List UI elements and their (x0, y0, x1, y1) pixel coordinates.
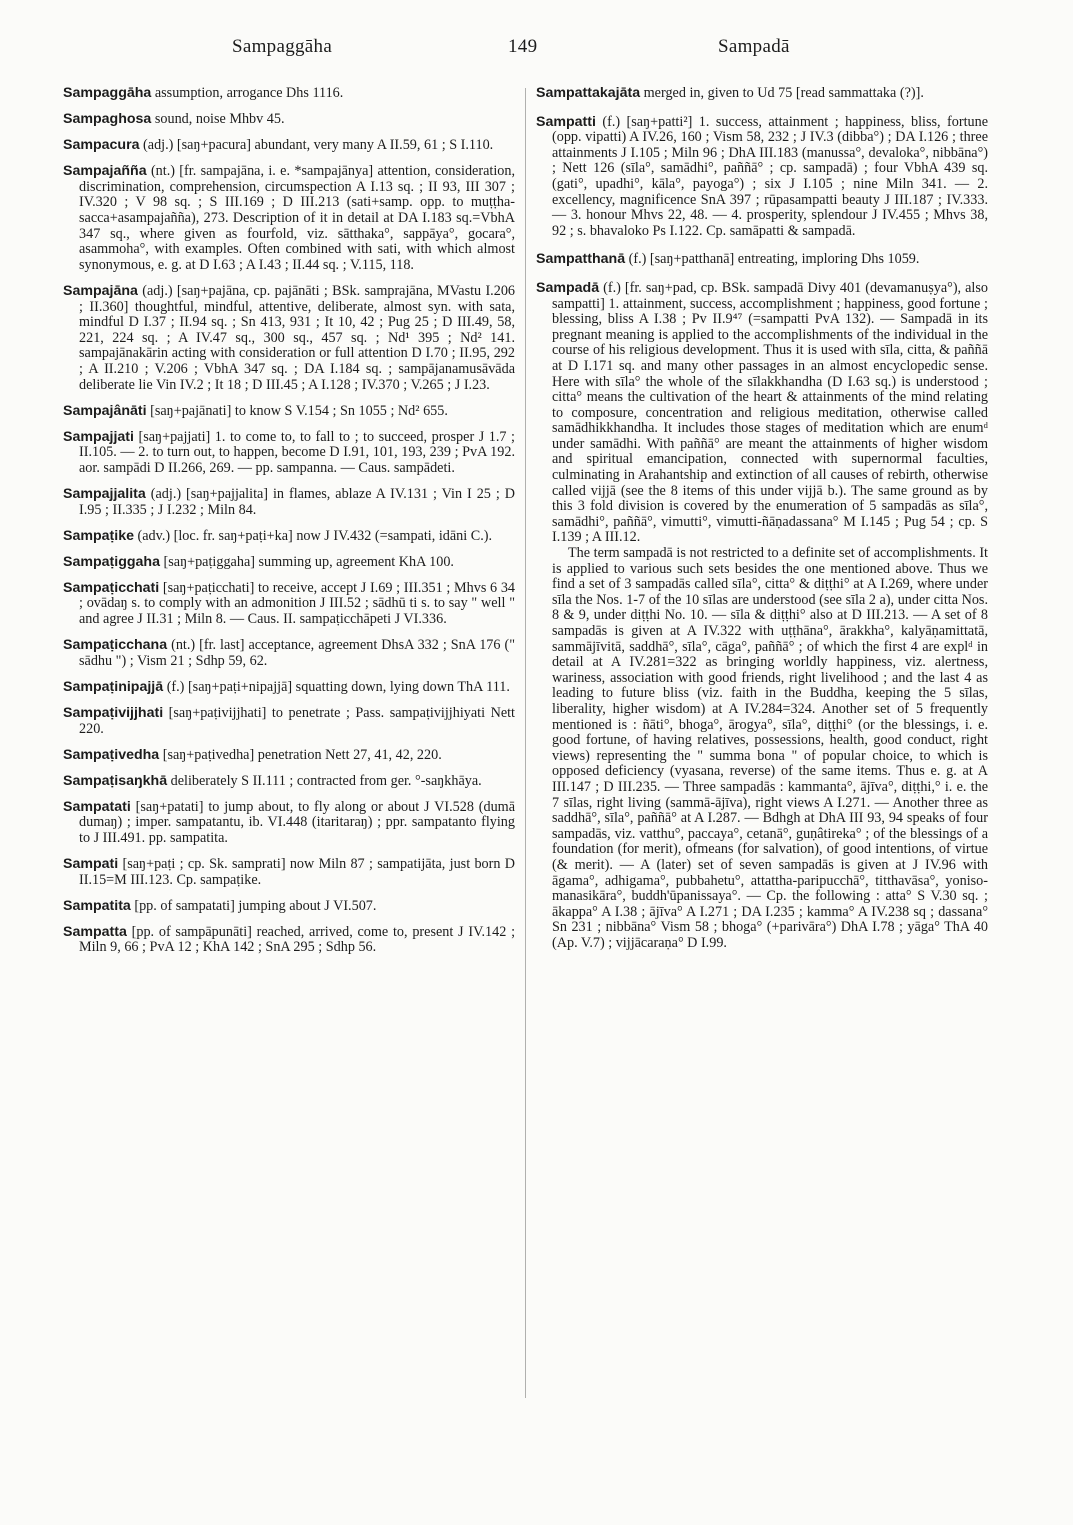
dictionary-entry (63, 748, 515, 764)
entry-definition: sound, noise Mhbv 45. (154, 111, 285, 128)
entry-definition: (adj.) [saŋ+pacura] abundant, very many A II.59, 61 ; S I.110. (143, 137, 494, 154)
entry-definition: (f.) [saŋ+patthanā] entreating, imploring Dhs 1059. (628, 251, 920, 268)
dictionary-entry (63, 899, 515, 915)
dictionary-entry (63, 555, 515, 571)
entry-definition: (nt.) [fr. last] acceptance, agreement DhsA 332 ; SnA 176 (" sādhu ") ; Vism 21 ; Sdhp 59, 62. (79, 637, 515, 669)
entry-definition: [saŋ+paṭicchati] to receive, accept J I.69 ; III.351 ; Mhvs 6 34 ; ovādaŋ s. to comply with an admonition J III.52 ; sādhū ti s. to say " well " and agree J II.31 ; Miln 8. — Caus. II. sampaṭicchāpeti J VI.336. (79, 579, 516, 628)
entry-headword: Sampajjalita (63, 485, 146, 502)
entry-definition: (nt.) [fr. sampajāna, i. e. *sampajānya] attention, consideration, discrimination, comprehension, circumspection A I.13 sq. ; II 93, III 307 ; IV.320 ; V 98 sq. ; S III.169 ; D III.213 (sati+samp. opp. to muṭṭha-sacca+asampajañña), 273. Description of it in detail at DA I.183 sq.=VbhA 347 sq., where given as fourfold, viz. sātthaka°, sappāya°, gocara°, asammoha°, with examples. Often combined with sati, with which almost synonymous, e. g. at D I.63 ; A I.43 ; II.44 sq. ; V.115, 118. (79, 163, 515, 273)
entry-definition: (adj.) [saŋ+pajjalita] in flames, ablaze A IV.131 ; Vin I 25 ; D I.95 ; II.335 ; J I.232 ; Miln 84. (79, 485, 515, 518)
dictionary-entry (63, 138, 515, 154)
entry-headword: Sampattakajāta (536, 85, 641, 101)
entry-definition: [saŋ+pajānati] to know S V.154 ; Sn 1055 ; Nd² 655. (150, 402, 448, 419)
entry-headword: Sampaṭivijjhati (63, 704, 164, 721)
dictionary-entry (63, 112, 515, 128)
entry-definition: (f.) [saŋ+patti²] 1. success, attainment ; happiness, bliss, fortune (opp. vipatti) A IV.26, 160 ; Vism 58, 232 ; J IV.3 (dibba°) ; DA I.126 ; three attainments J I.105 ; Miln 96 ; DhA III.183 (manussa°, devaloka°, nibbāna°) ; Nett 126 (sīla°, samādhi°, paññā° ; cp. sampadā) ; four VbhA 439 sq. (gati°, upadhi°, kāla°, payoga°) ; six J I.105 ; nine Miln 341. — 2. excellency, magnificence SnA 397 ; rūpasampatti beauty J III.187 ; IV.333. — 3. honour Mhvs 22, 48. — 4. prosperity, splendour J IV.455 ; Mhvs 38, 92 ; s. bhavaloko Ps I.122. Cp. samāpatti & sampadā. (552, 113, 989, 239)
dictionary-entry (63, 925, 515, 956)
dictionary-entry (63, 404, 515, 420)
dictionary-entry (63, 638, 515, 669)
dictionary-entry (63, 430, 515, 477)
entry-headword: Sampatita (63, 897, 131, 914)
entry-definition: [saŋ+paṭiggaha] summing up, agreement KhA 100. (163, 553, 454, 570)
entry-headword: Sampacura (63, 137, 140, 154)
column-divider (525, 88, 526, 1398)
entry-headword: Sampaggāha (63, 85, 152, 101)
entry-definition: merged in, given to Ud 75 [read sammattaka (?)]. (643, 85, 924, 101)
dictionary-entry (63, 284, 515, 393)
dictionary-entry (63, 581, 515, 628)
left-column (63, 86, 515, 967)
dictionary-entry (63, 487, 515, 518)
entry-definition: [saŋ+patati] to jump about, to fly along or about J VI.528 (dumā dumaŋ) ; imper. sampatantu, ib. VI.448 (itaritaraŋ) ; ppr. sampatanto flying to J III.491. pp. sampatita. (79, 798, 516, 846)
entry-headword: Sampajāna (63, 282, 138, 299)
entry-definition: (adv.) [loc. fr. saŋ+paṭi+ka] now J IV.432 (=sampati, idāni C.). (137, 527, 493, 544)
entry-continuation: The term sampadā is not restricted to a definite set of accomplishments. It is applied to various such sets besides the one mentioned above. Thus we find a set of 3 sampadās called sīla°, citta° & diṭṭhi° at A I.269, where under sīla the Nos. 1-7 of the 10 sīlas are understood (see sīla 2 a), under citta Nos. 8 & 9, under diṭṭhi No. 10. — sīla & diṭṭhi° also at D III.213. — A set of 8 sampadās is given at A IV.322 with uṭṭhāna°, ārakkha°, kalyāṇamittatā, sammājīvitā, saddhā°, sīla°, cāga°, paññā° ; of which the first 4 are explᵈ in detail at A IV.281=322 as bringing worldly happiness, viz. alertness, wariness, association with good friends, right livelihood ; and the last 4 as leading to future bliss (viz. faith in the Buddha, keeping the 5 sīlas, liberality, higher wisdom) at A IV.284=324. Another set of 5 frequently mentioned is : ñāti°, bhoga°, ārogya°, sīla°, diṭṭhi° (or the blessings, i. e. good fortune, of having relatives, possessions, health, good conduct, right views) representing the " summa bona " of popular choice, to which is opposed deficiency (vyasana, reverse) of the same items. Thus e. g. at A III.147 ; D III.235. — Three sampadās : kammanta°, ājīva°, diṭṭhi,° i. e. the 7 sīlas, right living (sammā-ājīva), right views A I.271. — Another three as saddhā°, sīla°, paññā° at A I.287. — Bdhgh at DhA III 93, 94 speaks of four sampadās, viz. vatthu°, paccaya°, cetanā°, guṇâtireka° ; of the blessings of a foundation (for merit), ofmeans (for salvation), of good intentions, of virtue (& merit). — A (later) set of seven sampadās is given at J IV.96 with āgama°, adhigama°, pubbahetu°, attattha-paripucchā°, titthavāsa°, yoniso-manasikāra°, buddh'ūpanissaya°. — Cp. the following : atta° S V.30 sq. ; ākappa° A I.38 ; ājīva° A I.271 ; DA I.235 ; kamma° A IV.238 sq ; dassana° Sn 231 ; nibbāna° Vism 58 ; bhoga° (+parivāra°) DhA I.78 ; yāga° ThA 40 (Ap. V.7) ; vijjācaraṇa° D I.99. (552, 545, 988, 951)
entry-definition: deliberately S II.111 ; contracted from ger. °-saŋkhāya. (170, 772, 482, 789)
dictionary-entry (63, 857, 515, 888)
entry-headword: Sampatti (536, 113, 596, 130)
entry-definition: [saŋ+pajjati] 1. to come to, to fall to ; to succeed, prosper J 1.7 ; II.105. — 2. to turn out, to happen, become D I.91, 101, 193, 239 ; PvA 192. aor. sampādi D II.266, 269. — pp. sampanna. — Caus. sampādeti. (79, 428, 515, 476)
dictionary-entry (63, 529, 515, 545)
entry-definition: [saŋ+paṭivijjhati] to penetrate ; Pass. sampaṭivijjhiyati Nett 220. (79, 704, 515, 737)
entry-headword: Sampaṭivedha (63, 746, 160, 763)
entry-definition: (f.) [fr. saŋ+pad, cp. BSk. sampadā Divy 401 (devamanuṣya°), also sampatti] 1. attainment, success, accomplishment ; happiness, good fortune ; blessing, bliss A I.38 ; Pv II.9⁴⁷ (=sampatti PvA 132). — Sampadā in its pregnant meaning is applied to the accomplishments of the individual in the course of his religious development. Thus it is used with sīla, citta, & paññā at D I.171 sq. and many other passages in an almost encyclopedic sense. Here with sīla° the whole of the sīlakkhandha (D I.63 sq.) is understood ; citta° means the cultivation of the heart & attainments of the mind relating to composure, concentration and religious meditation, otherwise called samādhikkhandha. It includes those stages of meditation which are enumᵈ under samādhi. With paññā° are meant the attainments of higher wisdom and spiritual emancipation, connected with supernormal faculties, culminating in Arahantship and extinction of all causes of rebirth, otherwise called vijjā (see the 8 items of this under vijjā b.). The same ground as by this 3 fold division is covered by the enumeration of 5 sampadās as sīla°, samādhi°, paññā°, vimutti°, vimutti-ñāṇadassana° M I.145 ; Pug 54 ; cp. S I.139 ; A III.12. (552, 279, 988, 546)
entry-headword: Sampatta (63, 923, 127, 940)
entry-headword: Sampajjati (63, 428, 134, 445)
entry-headword: Sampaghosa (63, 111, 152, 128)
right-column (536, 86, 988, 964)
entry-headword: Sampaṭicchati (63, 579, 160, 596)
dictionary-entry (536, 252, 988, 268)
entry-headword: Sampaṭike (63, 527, 134, 544)
entry-definition: [pp. of sampatati] jumping about J VI.507. (134, 897, 377, 914)
dictionary-entry (63, 164, 515, 273)
dictionary-entry (63, 86, 515, 102)
dictionary-entry (536, 281, 988, 952)
entry-headword: Sampatati (63, 798, 131, 815)
entry-headword: Sampaṭiggaha (63, 553, 160, 570)
running-head-left: Sampaggāha (232, 36, 333, 57)
dictionary-entry (536, 115, 988, 240)
dictionary-entry (63, 706, 515, 737)
page-number: 149 (508, 36, 538, 57)
entry-headword: Sampajânāti (63, 402, 147, 419)
entry-definition: [pp. of sampāpunāti] reached, arrived, come to, present J IV.142 ; Miln 9, 66 ; PvA 12 ; KhA 142 ; SnA 295 ; Sdhp 56. (79, 923, 516, 956)
entry-definition: [saŋ+paṭivedha] penetration Nett 27, 41, 42, 220. (162, 746, 442, 763)
entry-headword: Sampaṭicchana (63, 637, 168, 654)
entry-definition: [saŋ+paṭi ; cp. Sk. samprati] now Miln 87 ; sampatijāta, just born D II.15=M III.123. Cp. sampaṭike. (79, 856, 516, 888)
entry-definition: (f.) [saŋ+paṭi+nipajjā] squatting down, lying down ThA 111. (166, 678, 510, 695)
dictionary-entry (63, 680, 515, 696)
entry-headword: Sampati (63, 856, 119, 873)
entry-headword: Sampaṭisaŋkhā (63, 772, 168, 789)
entry-headword: Sampadā (536, 279, 600, 296)
entry-headword: Sampaṭinipajjā (63, 678, 164, 695)
entry-definition: (adj.) [saŋ+pajāna, cp. pajānāti ; BSk. samprajāna, MVastu I.206 ; II.360] thoughtful, mindful, attentive, deliberate, almost syn. with sata, mindful D I.37 ; II.94 sq. ; Sn 413, 931 ; It 10, 42 ; Pug 25 ; D III.49, 58, 221, 224 sq. ; A IV.47 sq., 300 sq., 457 sq. ; Nd¹ 395 ; Nd² 141. sampajānakārin acting with consideration or full attention D I.70 ; II.95, 292 ; A II.210 ; V.206 ; VbhA 347 sq. ; DA I.184 sq. ; sampājanamusāvāda deliberate lie Vin IV.2 ; It 18 ; D III.45 ; A I.128 ; IV.370 ; V.265 ; J I.23. (79, 282, 516, 393)
dictionary-entry (63, 800, 515, 847)
running-head-right: Sampadā (718, 36, 790, 57)
entry-headword: Sampajañña (63, 163, 147, 180)
dictionary-entry (536, 86, 988, 102)
entry-definition: assumption, arrogance Dhs 1116. (154, 85, 344, 101)
dictionary-entry (63, 774, 515, 790)
entry-headword: Sampatthanā (536, 251, 626, 268)
